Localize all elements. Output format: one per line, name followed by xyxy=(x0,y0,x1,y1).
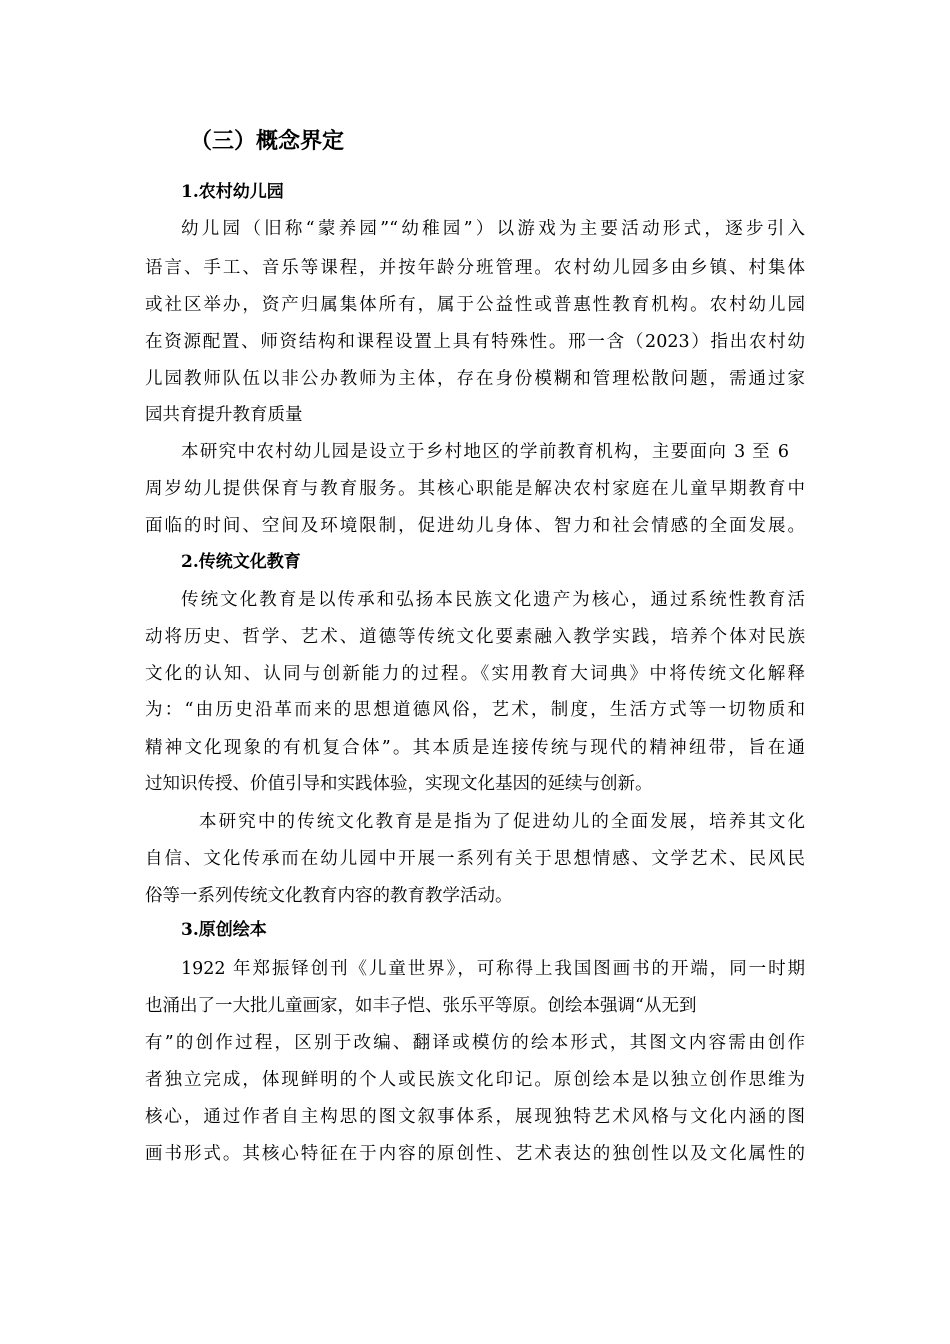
text-line: 精神文化现象的有机复合体”。其本质是连接传统与现代的精神纽带，旨在通 xyxy=(145,738,805,758)
text-line: 语言、手工、音乐等课程，并按年龄分班管理。农村幼儿园多由乡镇、村集体 xyxy=(145,258,805,278)
text-line: 者独立完成，体现鲜明的个人或民族文化印记。原创绘本是以独立创作思维为 xyxy=(145,1070,805,1090)
text-line: 动将历史、哲学、艺术、道德等传统文化要素融入教学实践，培养个体对民族 xyxy=(145,627,805,647)
text-line: 也涌出了一大批儿童画家，如丰子恺、张乐平等原。创绘本强调“从无到 xyxy=(145,996,697,1016)
subheading-rural-kindergarten: 1.农村幼儿园 xyxy=(181,182,284,202)
text-line: 园共育提升教育质量 xyxy=(145,405,303,425)
subheading-traditional-culture-education: 2.传统文化教育 xyxy=(181,552,301,572)
text-line: 幼儿园（旧称“蒙养园”“幼稚园”）以游戏为主要活动形式，逐步引入 xyxy=(181,219,805,239)
text-line: 在资源配置、师资结构和课程设置上具有特殊性。邢一含（2023）指出农村幼 xyxy=(145,332,805,352)
subheading-original-picture-book: 3.原创绘本 xyxy=(181,920,267,940)
text-line: 传统文化教育是以传承和弘扬本民族文化遗产为核心，通过系统性教育活 xyxy=(181,590,805,610)
text-line: 过知识传授、价值引导和实践体验，实现文化基因的延续与创新。 xyxy=(145,774,653,794)
text-line: 本研究中农村幼儿园是设立于乡村地区的学前教育机构，主要面向 3 至 6 xyxy=(181,442,789,462)
text-line: 文化的认知、认同与创新能力的过程。《实用教育大词典》中将传统文化解释 xyxy=(145,664,805,684)
text-line: 或社区举办，资产归属集体所有，属于公益性或普惠性教育机构。农村幼儿园 xyxy=(145,295,805,315)
section-title: （三）概念界定 xyxy=(190,129,345,154)
text-line: 周岁幼儿提供保育与教育服务。其核心职能是解决农村家庭在儿童早期教育中 xyxy=(145,479,805,499)
text-line: 儿园教师队伍以非公办教师为主体，存在身份模糊和管理松散问题，需通过家 xyxy=(145,369,805,389)
text-line: 1922 年郑振铎创刊《儿童世界》，可称得上我国图画书的开端，同一时期 xyxy=(181,959,805,979)
text-line: 自信、文化传承而在幼儿园中开展一系列有关于思想情感、文学艺术、民风民 xyxy=(145,849,805,869)
text-line: 本研究中的传统文化教育是是指为了促进幼儿的全面发展，培养其文化 xyxy=(199,812,805,832)
text-line: 核心，通过作者自主构思的图文叙事体系，展现独特艺术风格与文化内涵的图 xyxy=(145,1107,805,1127)
text-line: 面临的时间、空间及环境限制，促进幼儿身体、智力和社会情感的全面发展。 xyxy=(145,516,805,536)
text-line: 有”的创作过程，区别于改编、翻译或模仿的绘本形式，其图文内容需由创作 xyxy=(145,1033,805,1053)
text-line: 画书形式。其核心特征在于内容的原创性、艺术表达的独创性以及文化属性的 xyxy=(145,1144,805,1164)
text-line: 为：“由历史沿革而来的思想道德风俗，艺术，制度，生活方式等一切物质和 xyxy=(145,700,805,720)
text-line: 俗等一系列传统文化教育内容的教育教学活动。 xyxy=(145,886,513,906)
